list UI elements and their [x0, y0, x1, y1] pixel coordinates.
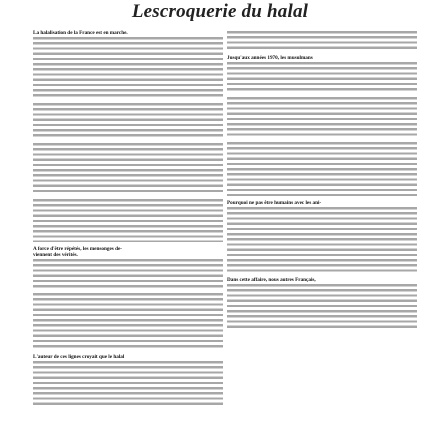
page-title: Lescroquerie du halal [131, 1, 309, 22]
illegible-text-lines [33, 259, 223, 289]
paragraph-lead: A force d'être répétés, les mensonges de- [33, 246, 122, 252]
paragraph [227, 31, 417, 51]
paragraph-lead: viennent des vérités. [33, 252, 78, 258]
illegible-text-lines [33, 361, 223, 408]
paragraph [33, 293, 223, 350]
paragraph-lead: La halalisation de la France est en marche. [33, 30, 128, 36]
paragraph [33, 103, 223, 139]
illegible-text-lines [227, 284, 417, 331]
paragraph [227, 97, 417, 138]
paragraph-lead: Jusqu'aux années 1970, les musulmans [227, 55, 313, 61]
paragraph [227, 277, 417, 331]
paragraph-lead: Pourquoi ne pas être humains avec les ani- [227, 200, 322, 206]
illegible-text-lines [33, 293, 223, 350]
illegible-text-lines [227, 62, 417, 93]
illegible-text-lines [33, 103, 223, 139]
paragraph-lead: Dans cette affaire, nous autres Français, [227, 277, 316, 283]
paragraph [33, 30, 223, 99]
illegible-text-lines [227, 142, 417, 196]
paragraph [227, 55, 417, 93]
illegible-text-lines [33, 199, 223, 242]
paragraph [33, 246, 223, 289]
illegible-text-lines [33, 37, 223, 99]
paragraph-lead: L'auteur de ces lignes croyait que le halal [33, 354, 125, 360]
left-column [33, 30, 223, 434]
paragraph [33, 354, 223, 408]
paragraph [227, 200, 417, 273]
paragraph [33, 143, 223, 195]
illegible-text-lines [227, 207, 417, 273]
illegible-text-lines [227, 31, 417, 51]
paragraph [33, 199, 223, 242]
right-column [227, 30, 417, 434]
paragraph [227, 142, 417, 196]
illegible-text-lines [227, 97, 417, 138]
illegible-text-lines [33, 143, 223, 195]
